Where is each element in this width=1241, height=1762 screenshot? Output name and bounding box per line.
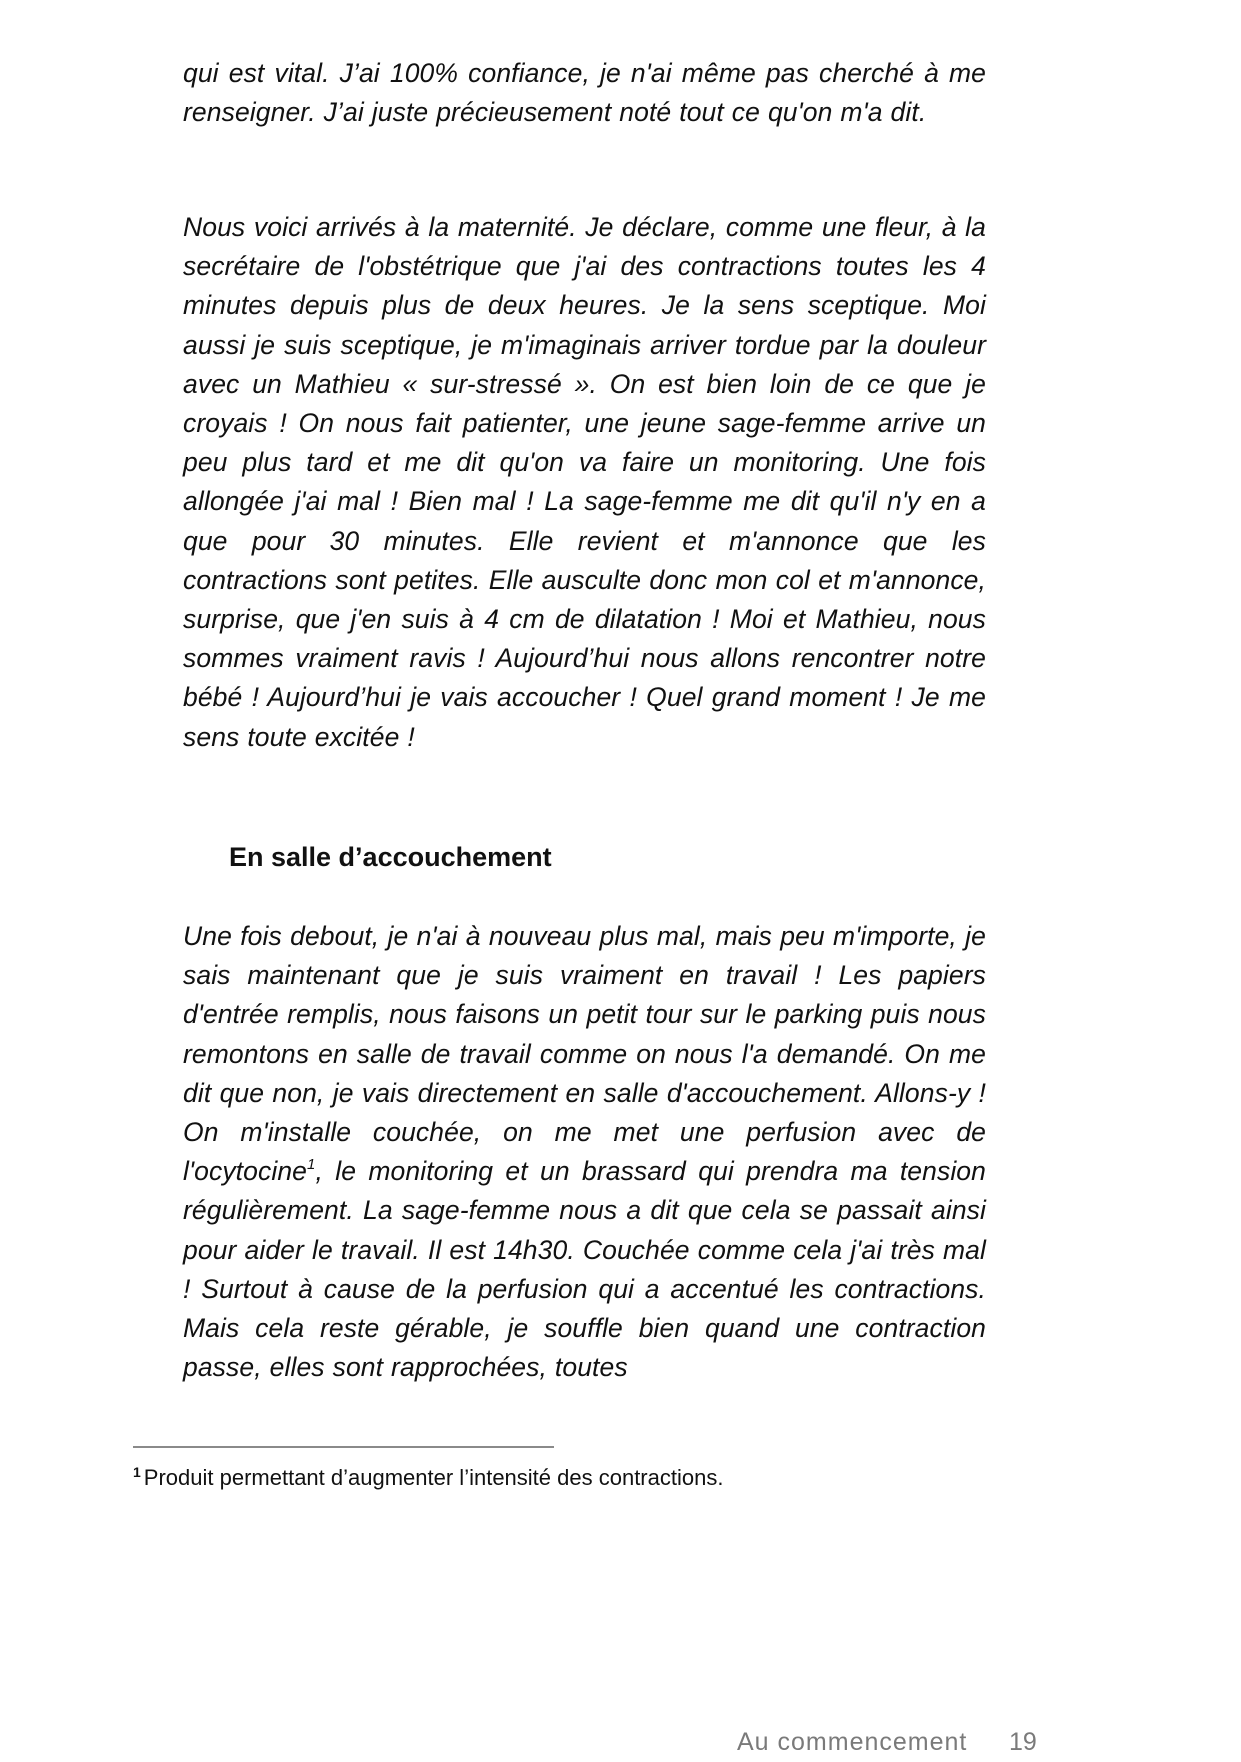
body-paragraph-with-footnote	[183, 917, 986, 1387]
footnote-marker: 1	[133, 1464, 141, 1480]
section-heading: En salle d’accouchement	[229, 842, 552, 872]
page-number: 19	[1009, 1728, 1037, 1756]
paragraph-text-after-footnote: , le monitoring et un brassard qui prendra ma tension régulièrement. La sage-femme nous a dit que cela se passait ainsi pour aider le travail. Il est 14h30. Couchée comme cela j'ai très mal ! Surtout à cause de la perfusion qui a accentué les contractions. Mais cela reste gérable, je souffle bien quand une contraction passe, elles sont rapprochées, toutes	[183, 1156, 986, 1383]
body-paragraph: qui est vital. J’ai 100% confiance, je n'ai même pas cherché à me renseigner. J’ai juste précieusement noté tout ce qu'on m'a dit.	[183, 58, 986, 128]
footer-section-name: Au commencement	[737, 1728, 968, 1756]
footnote-reference[interactable]: 1	[307, 1156, 316, 1174]
footnote-separator	[133, 1446, 554, 1448]
running-footer	[0, 1722, 1241, 1762]
paragraph-text-before-footnote: Une fois debout, je n'ai à nouveau plus mal, mais peu m'importe, je sais maintenant que je suis vraiment en travail ! Les papiers d'entrée remplis, nous faisons un petit tour sur le parking puis nous remontons en salle de travail comme on nous l'a demandé. On me dit que non, je vais directement en salle d'accouchement. Allons-y ! On m'installe couchée, on me met une perfusion avec de l'ocytocine	[183, 921, 986, 1187]
footnote-text: Produit permettant d’augmenter l’intensité des contractions.	[143, 1465, 724, 1490]
footnote	[133, 1462, 723, 1494]
body-paragraph: Nous voici arrivés à la maternité. Je déclare, comme une fleur, à la secrétaire de l'obstétrique que j'ai des contractions toutes les 4 minutes depuis plus de deux heures. Je la sens sceptique. Moi aussi je suis sceptique, je m'imaginais arriver tordue par la douleur avec un Mathieu « sur-stressé ». On est bien loin de ce que je croyais ! On nous fait patienter, une jeune sage-femme arrive un peu plus tard et me dit qu'on va faire un monitoring. Une fois allongée j'ai mal ! Bien mal ! La sage-femme me dit qu'il n'y en a que pour 30 minutes. Elle revient et m'annonce que les contractions sont petites. Elle ausculte donc mon col et m'annonce, surprise, que j'en suis à 4 cm de dilatation ! Moi et Mathieu, nous sommes vraiment ravis ! Aujourd’hui nous allons rencontrer notre bébé ! Aujourd’hui je vais accoucher ! Quel grand moment ! Je me sens toute excitée !	[183, 212, 986, 752]
